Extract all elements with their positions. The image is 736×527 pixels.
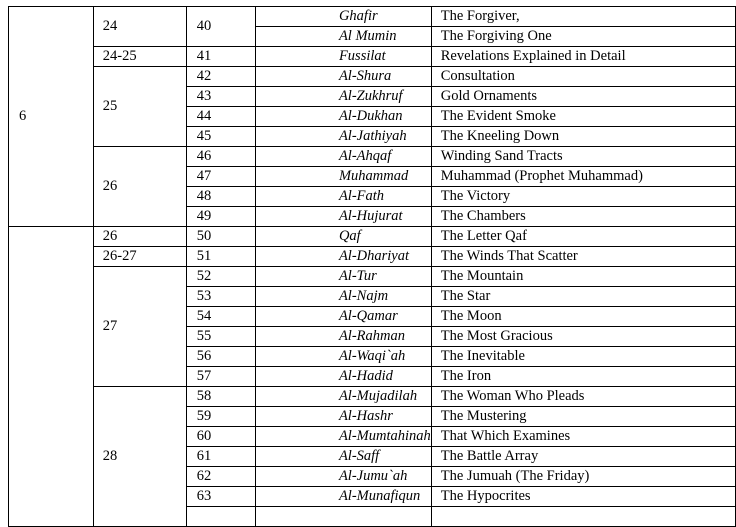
surah-number-cell: 62 xyxy=(186,467,255,487)
table-row xyxy=(9,67,736,87)
juz-cell: 26 xyxy=(93,147,186,227)
juz-cell: 27 xyxy=(93,267,186,387)
surah-name-cell: Fussilat xyxy=(255,47,431,67)
table-row xyxy=(9,387,736,407)
surah-name-cell: Al-Jumu`ah xyxy=(255,467,431,487)
surah-name-cell: Al Mumin xyxy=(255,27,431,47)
table-row xyxy=(9,7,736,27)
surah-number-cell: 61 xyxy=(186,447,255,467)
surah-name-cell: Al-Fath xyxy=(255,187,431,207)
english-name-cell: Revelations Explained in Detail xyxy=(431,47,735,67)
english-name-cell: The Iron xyxy=(431,367,735,387)
surah-name-cell: Al-Rahman xyxy=(255,327,431,347)
surah-name-cell: Al-Shura xyxy=(255,67,431,87)
surah-number-cell: 43 xyxy=(186,87,255,107)
surah-number-cell: 50 xyxy=(186,227,255,247)
english-name-cell xyxy=(431,507,735,527)
surah-name-cell: Al-Hadid xyxy=(255,367,431,387)
english-name-cell: Consultation xyxy=(431,67,735,87)
surah-number-cell: 47 xyxy=(186,167,255,187)
surah-name-cell: Al-Hashr xyxy=(255,407,431,427)
surah-number-cell: 63 xyxy=(186,487,255,507)
surah-name-cell: Al-Hujurat xyxy=(255,207,431,227)
surah-name-cell: Al-Dukhan xyxy=(255,107,431,127)
english-name-cell: The Star xyxy=(431,287,735,307)
surah-number-cell: 58 xyxy=(186,387,255,407)
surah-number-cell: 40 xyxy=(186,7,255,47)
table-row xyxy=(9,47,736,67)
surah-number-cell: 60 xyxy=(186,427,255,447)
surah-name-cell: Al-Mumtahinah xyxy=(255,427,431,447)
english-name-cell: Winding Sand Tracts xyxy=(431,147,735,167)
juz-cell: 24-25 xyxy=(93,47,186,67)
surah-number-cell: 44 xyxy=(186,107,255,127)
surah-number-cell: 54 xyxy=(186,307,255,327)
surah-number-cell: 49 xyxy=(186,207,255,227)
english-name-cell: The Winds That Scatter xyxy=(431,247,735,267)
english-name-cell: The Woman Who Pleads xyxy=(431,387,735,407)
english-name-cell: The Battle Array xyxy=(431,447,735,467)
surah-name-cell: Al-Tur xyxy=(255,267,431,287)
surah-name-cell: Al-Jathiyah xyxy=(255,127,431,147)
table-row xyxy=(9,267,736,287)
hizb-cell: 6 xyxy=(9,7,94,227)
english-name-cell: The Moon xyxy=(431,307,735,327)
surah-table xyxy=(8,6,736,527)
juz-cell: 24 xyxy=(93,7,186,47)
surah-number-cell: 51 xyxy=(186,247,255,267)
english-name-cell: The Mountain xyxy=(431,267,735,287)
surah-number-cell: 45 xyxy=(186,127,255,147)
english-name-cell: That Which Examines xyxy=(431,427,735,447)
surah-name-cell: Al-Najm xyxy=(255,287,431,307)
surah-name-cell: Al-Ahqaf xyxy=(255,147,431,167)
juz-cell: 26 xyxy=(93,227,186,247)
english-name-cell: The Forgiving One xyxy=(431,27,735,47)
surah-number-cell: 48 xyxy=(186,187,255,207)
table-row xyxy=(9,227,736,247)
surah-name-cell: Al-Dhariyat xyxy=(255,247,431,267)
hizb-cell xyxy=(9,227,94,527)
surah-number-cell: 46 xyxy=(186,147,255,167)
english-name-cell: The Chambers xyxy=(431,207,735,227)
surah-name-cell: Al-Mujadilah xyxy=(255,387,431,407)
english-name-cell: The Forgiver, xyxy=(431,7,735,27)
surah-name-cell: Qaf xyxy=(255,227,431,247)
english-name-cell: The Victory xyxy=(431,187,735,207)
surah-number-cell: 53 xyxy=(186,287,255,307)
surah-name-cell xyxy=(255,507,431,527)
surah-name-cell: Al-Zukhruf xyxy=(255,87,431,107)
surah-number-cell: 59 xyxy=(186,407,255,427)
surah-number-cell: 41 xyxy=(186,47,255,67)
english-name-cell: The Hypocrites xyxy=(431,487,735,507)
surah-number-cell: 42 xyxy=(186,67,255,87)
table-row xyxy=(9,147,736,167)
surah-name-cell: Al-Saff xyxy=(255,447,431,467)
table-row xyxy=(9,247,736,267)
surah-name-cell: Muhammad xyxy=(255,167,431,187)
surah-number-cell: 55 xyxy=(186,327,255,347)
english-name-cell: The Mustering xyxy=(431,407,735,427)
english-name-cell: The Inevitable xyxy=(431,347,735,367)
english-name-cell: The Kneeling Down xyxy=(431,127,735,147)
english-name-cell: The Evident Smoke xyxy=(431,107,735,127)
surah-name-cell: Al-Munafiqun xyxy=(255,487,431,507)
surah-number-cell xyxy=(186,507,255,527)
surah-number-cell: 52 xyxy=(186,267,255,287)
english-name-cell: Muhammad (Prophet Muhammad) xyxy=(431,167,735,187)
surah-name-cell: Al-Qamar xyxy=(255,307,431,327)
surah-number-cell: 57 xyxy=(186,367,255,387)
juz-cell: 28 xyxy=(93,387,186,527)
english-name-cell: Gold Ornaments xyxy=(431,87,735,107)
juz-cell: 25 xyxy=(93,67,186,147)
surah-name-cell: Al-Waqi`ah xyxy=(255,347,431,367)
english-name-cell: The Most Gracious xyxy=(431,327,735,347)
juz-cell: 26-27 xyxy=(93,247,186,267)
english-name-cell: The Jumuah (The Friday) xyxy=(431,467,735,487)
surah-name-cell: Ghafir xyxy=(255,7,431,27)
english-name-cell: The Letter Qaf xyxy=(431,227,735,247)
surah-number-cell: 56 xyxy=(186,347,255,367)
